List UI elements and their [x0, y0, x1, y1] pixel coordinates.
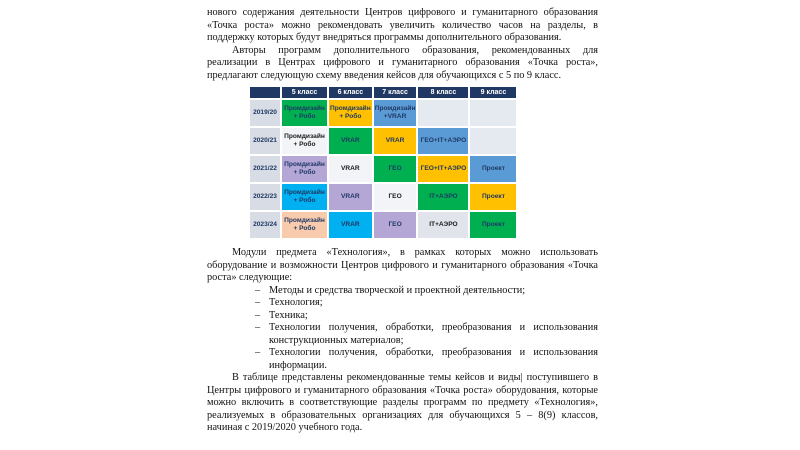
table-header-row	[250, 87, 516, 98]
list-dash-marker: –	[255, 322, 261, 333]
list-item	[255, 347, 598, 372]
table-cell: Промдизайн +VRAR	[374, 100, 417, 126]
list-item	[255, 285, 598, 298]
table-cell: VRAR	[329, 156, 372, 182]
table-cell: ГЕО	[374, 212, 417, 238]
table-cell	[418, 100, 468, 126]
conclusion-text-start: В таблице представлены рекомендованные темы кейсов и виды	[232, 372, 521, 383]
table-year-cell: 2021/22	[250, 156, 280, 182]
table-cell	[470, 128, 516, 154]
table-row	[250, 156, 516, 182]
list-dash-marker: –	[255, 297, 261, 308]
table-cell: Промдизайн + Робо	[282, 100, 327, 126]
table-cell: Промдизайн + Робо	[282, 156, 327, 182]
table-row	[250, 184, 516, 210]
table-cell: IT+АЭРО	[418, 212, 468, 238]
list-item-text: Технологии получения, обработки, преобразования и использования конструкционных материалов;	[269, 322, 598, 346]
table-row	[250, 128, 516, 154]
table-cell: VRAR	[329, 212, 372, 238]
list-item-text: Технология;	[269, 297, 323, 308]
table-cell: Проект	[470, 212, 516, 238]
list-item-text: Техника;	[269, 309, 308, 321]
table-header-grade6: 6 класс	[329, 87, 372, 98]
paragraph-authors: Авторы программ дополнительного образования, рекомендованных для реализации в Центрах цифрового и гуманитарного образования «Точка роста», предлагают следующую схему введения кейсов для обучающихся с 5 по 9 класс.	[207, 44, 598, 81]
table-row	[250, 212, 516, 238]
table-cell: Промдизайн + Робо	[329, 100, 372, 126]
paragraph-conclusion	[207, 372, 598, 435]
table-year-cell: 2019/20	[250, 100, 280, 126]
table-year-cell: 2022/23	[250, 184, 280, 210]
table-year-cell: 2020/21	[250, 128, 280, 154]
table-year-cell: 2023/24	[250, 212, 280, 238]
paragraph-intro: нового содержания деятельности Центров цифрового и гуманитарного образования «Точка роста» можно рекомендовать увеличить количество часов на разделы, в поддержку которых будут внедряться программы дополнительного образования.	[207, 7, 598, 43]
table-row	[250, 100, 516, 126]
list-item	[255, 322, 598, 347]
table-cell: ГЕО	[374, 156, 417, 182]
text-cursor: |	[520, 372, 523, 383]
list-item	[255, 310, 598, 323]
list-item-text: Технологии получения, обработки, преобразования и использования информации.	[269, 347, 598, 371]
table-cell: Проект	[470, 156, 516, 182]
table-cell: Промдизайн + Робо	[282, 212, 327, 238]
table-cell: Проект	[470, 184, 516, 210]
table-cell	[470, 100, 516, 126]
table-header-grade9: 9 класс	[470, 87, 516, 98]
table-header-grade8: 8 класс	[418, 87, 468, 98]
list-dash-marker: –	[255, 309, 261, 321]
table-cell: Промдизайн + Робо	[282, 128, 327, 154]
table-cell: ГЕО+IT+АЭРО	[418, 156, 468, 182]
table-header-grade5: 5 класс	[282, 87, 327, 98]
table-header-corner	[250, 87, 280, 98]
table-cell: ГЕО	[374, 184, 417, 210]
conclusion-text-end: поступившего в Центры цифрового и гуманитарного образования «Точка роста» оборудования, которые можно включить в соответствующие разделы программ по предмету «Технология», реализуемых в образовательных организациях для обучающихся 5 – 8(9) классов, начиная с 2019/2020 учебного года.	[207, 372, 598, 433]
table-cell: IT+АЭРО	[418, 184, 468, 210]
table-cell: VRAR	[329, 184, 372, 210]
list-item	[255, 297, 598, 310]
list-item-text: Методы и средства творческой и проектной деятельности;	[269, 284, 526, 296]
table-cell: VRAR	[374, 128, 417, 154]
modules-list	[255, 285, 598, 373]
case-schedule-table	[248, 85, 518, 240]
document-content	[207, 7, 598, 435]
paragraph-modules: Модули предмета «Технология», в рамках которых можно использовать оборудование и возможности Центров цифрового и гуманитарного образования «Точка роста» следующие:	[207, 247, 598, 283]
list-dash-marker: –	[255, 347, 261, 358]
table-cell: VRAR	[329, 128, 372, 154]
table-header-grade7: 7 класс	[374, 87, 417, 98]
list-dash-marker: –	[255, 284, 261, 296]
table-cell: ГЕО+IT+АЭРО	[418, 128, 468, 154]
table-cell: Промдизайн + Робо	[282, 184, 327, 210]
